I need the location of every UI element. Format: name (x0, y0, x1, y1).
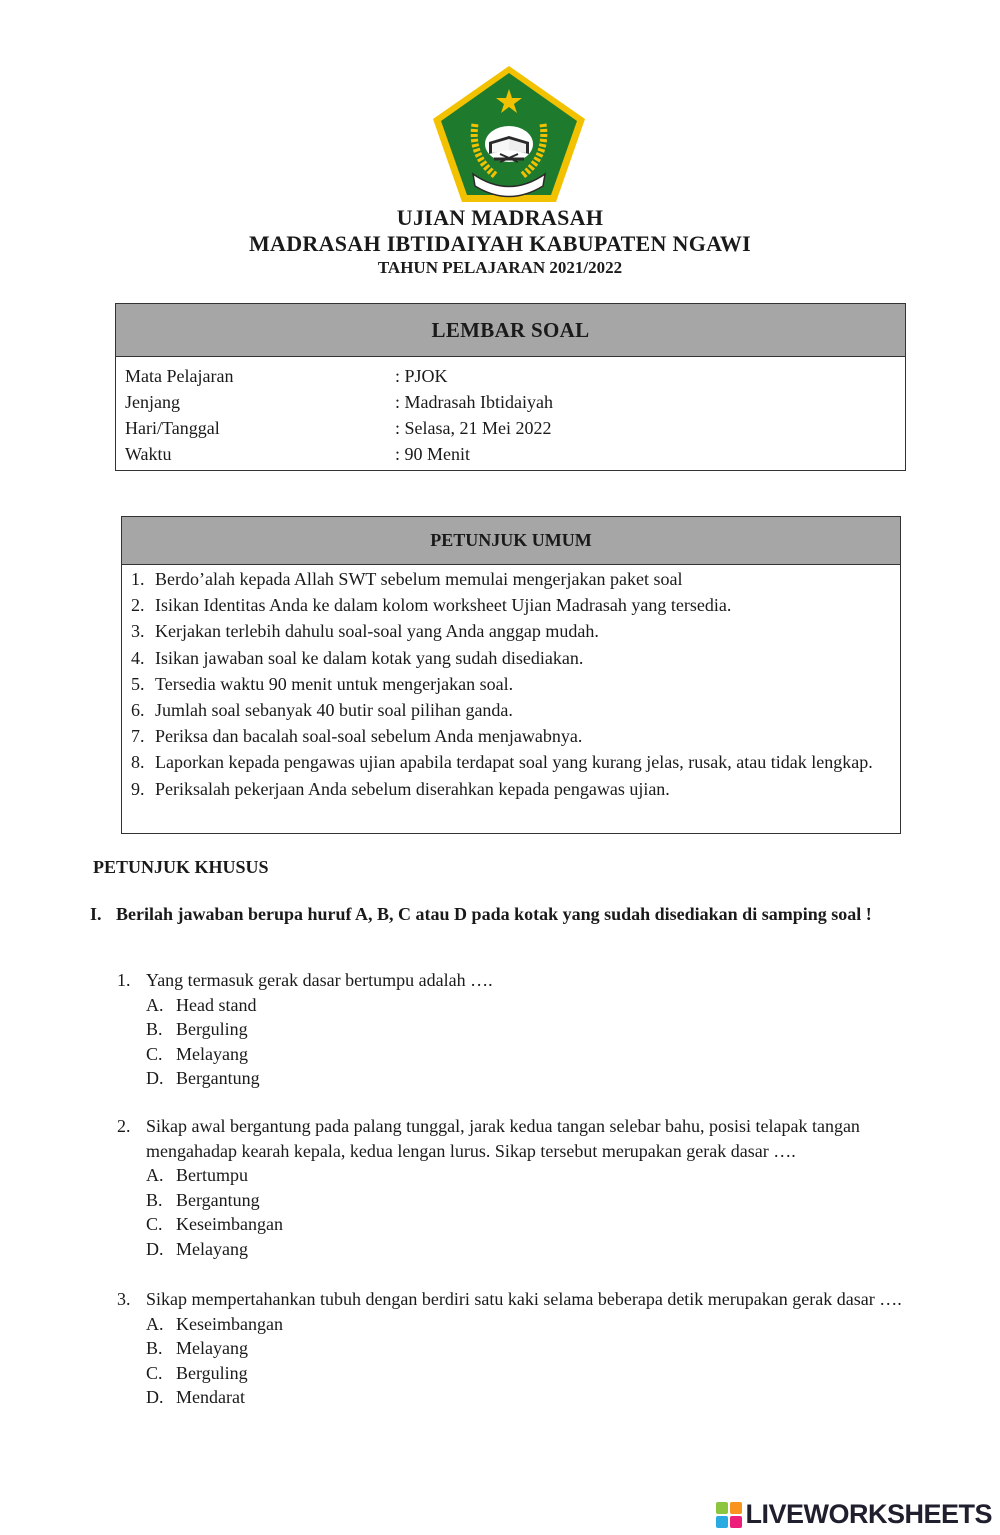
option-text: Melayang (176, 1238, 248, 1259)
liveworksheets-logo-icon (716, 1502, 742, 1528)
list-item (131, 776, 893, 802)
option-text: Keseimbangan (176, 1313, 283, 1334)
list-item (131, 645, 893, 671)
option-letter: B. (146, 1019, 163, 1039)
instruction-text: Berilah jawaban berupa huruf A, B, C atau D pada kotak yang sudah disediakan di samping soal ! (116, 904, 872, 924)
item-number: 7. (131, 726, 145, 747)
item-text: Kerjakan terlebih dahulu soal-soal yang Anda anggap mudah. (155, 621, 599, 642)
option-text: Bergantung (176, 1189, 260, 1210)
kemenag-emblem-icon (430, 64, 588, 204)
item-text: Laporkan kepada pengawas ujian apabila terdapat soal yang kurang jelas, rusak, atau tidak lengkap. (155, 752, 873, 773)
item-number: 8. (131, 752, 145, 773)
academic-year: TAHUN PELAJARAN 2021/2022 (377, 258, 623, 277)
answer-option (146, 1188, 937, 1213)
answer-option (146, 1312, 937, 1337)
info-value: : PJOK (395, 366, 448, 386)
item-text: Isikan Identitas Anda ke dalam kolom worksheet Ujian Madrasah yang tersedia. (155, 595, 732, 616)
item-number: 3. (131, 621, 145, 642)
info-value: : Madrasah Ibtidaiyah (395, 392, 553, 412)
item-number: 4. (131, 647, 145, 668)
option-text: Berguling (176, 1019, 248, 1039)
exam-title: UJIAN MADRASAH (396, 205, 604, 230)
question-stem (117, 1287, 937, 1312)
item-number: 9. (131, 778, 145, 799)
item-text: Tersedia waktu 90 menit untuk mengerjakan soal. (155, 673, 514, 694)
info-row-level (125, 392, 553, 413)
question-text: Sikap mempertahankan tubuh dengan berdiri satu kaki selama beberapa detik merupakan gerak dasar …. (146, 1289, 902, 1309)
info-label: Jenjang (125, 392, 180, 412)
general-instructions-list (131, 566, 893, 802)
question-stem (117, 968, 937, 993)
option-letter: A. (146, 1313, 164, 1334)
answer-option (146, 1336, 937, 1361)
item-text: Isikan jawaban soal ke dalam kotak yang sudah disediakan. (155, 647, 584, 668)
item-text: Periksa dan bacalah soal-soal sebelum Anda menjawabnya. (155, 726, 583, 747)
answer-option (146, 1066, 937, 1091)
question-number: 1. (117, 970, 131, 990)
special-instructions-heading: PETUNJUK KHUSUS (93, 857, 269, 877)
answer-option (146, 1017, 937, 1042)
option-letter: C. (146, 1214, 163, 1234)
list-item (131, 566, 893, 592)
option-text: Bergantung (176, 1068, 260, 1088)
question-2 (117, 1114, 937, 1261)
question-number: 3. (117, 1289, 131, 1309)
info-label: Hari/Tanggal (125, 418, 220, 438)
option-text: Melayang (176, 1043, 248, 1064)
option-letter: D. (146, 1068, 164, 1088)
answer-option (146, 1385, 937, 1410)
liveworksheets-wordmark: LIVEWORKSHEETS (745, 1499, 992, 1529)
answer-option (146, 1042, 937, 1067)
liveworksheets-brand[interactable] (716, 1499, 992, 1530)
info-row-duration (125, 444, 470, 465)
special-instruction (90, 903, 910, 926)
info-row-subject (125, 366, 448, 387)
item-number: 2. (131, 595, 145, 616)
answer-option (146, 1361, 937, 1386)
school-name: MADRASAH IBTIDAIYAH KABUPATEN NGAWI (248, 231, 752, 256)
option-text: Mendarat (176, 1387, 245, 1407)
info-label: Mata Pelajaran (125, 366, 234, 386)
option-text: Bertumpu (176, 1165, 248, 1185)
info-value: : 90 Menit (395, 444, 470, 464)
item-number: 5. (131, 673, 145, 694)
option-text: Keseimbangan (176, 1214, 283, 1234)
option-text: Melayang (176, 1338, 248, 1358)
option-letter: D. (146, 1387, 164, 1407)
list-item (131, 592, 893, 618)
exam-info-heading: LEMBAR SOAL (116, 304, 905, 357)
info-row-date (125, 418, 551, 439)
item-text: Periksalah pekerjaan Anda sebelum diserahkan kepada pengawas ujian. (155, 778, 670, 799)
item-text: Jumlah soal sebanyak 40 butir soal pilihan ganda. (155, 700, 513, 721)
option-letter: D. (146, 1238, 164, 1259)
option-letter: C. (146, 1362, 163, 1383)
option-letter: C. (146, 1043, 163, 1064)
info-value: : Selasa, 21 Mei 2022 (395, 418, 552, 438)
option-text: Head stand (176, 994, 257, 1015)
section-number: I. (90, 904, 102, 924)
list-item (131, 723, 893, 749)
answer-option (146, 1237, 937, 1262)
question-3 (117, 1287, 937, 1410)
question-text: Yang termasuk gerak dasar bertumpu adalah …. (146, 970, 493, 990)
list-item (131, 618, 893, 644)
item-number: 6. (131, 700, 145, 721)
answer-option (146, 1212, 937, 1237)
general-instructions-box (121, 516, 901, 834)
option-letter: B. (146, 1189, 163, 1210)
exam-info-box (115, 303, 906, 471)
question-stem (117, 1114, 937, 1163)
answer-option (146, 1163, 937, 1188)
general-instructions-heading: PETUNJUK UMUM (122, 517, 900, 565)
item-text: Berdo’alah kepada Allah SWT sebelum memulai mengerjakan paket soal (155, 569, 683, 589)
option-letter: A. (146, 1165, 164, 1185)
list-item (131, 671, 893, 697)
list-item (131, 697, 893, 723)
option-text: Berguling (176, 1362, 248, 1383)
answer-option (146, 993, 937, 1018)
info-label: Waktu (125, 444, 172, 464)
question-1 (117, 968, 937, 1091)
question-text: Sikap awal bergantung pada palang tunggal, jarak kedua tangan selebar bahu, posisi telapak tangan mengahadap kearah kepala, kedua lengan lurus. Sikap tersebut merupakan gerak dasar …. (146, 1116, 860, 1161)
option-letter: B. (146, 1338, 163, 1358)
list-item (131, 749, 893, 775)
question-number: 2. (117, 1116, 131, 1136)
option-letter: A. (146, 994, 164, 1015)
item-number: 1. (131, 569, 145, 589)
